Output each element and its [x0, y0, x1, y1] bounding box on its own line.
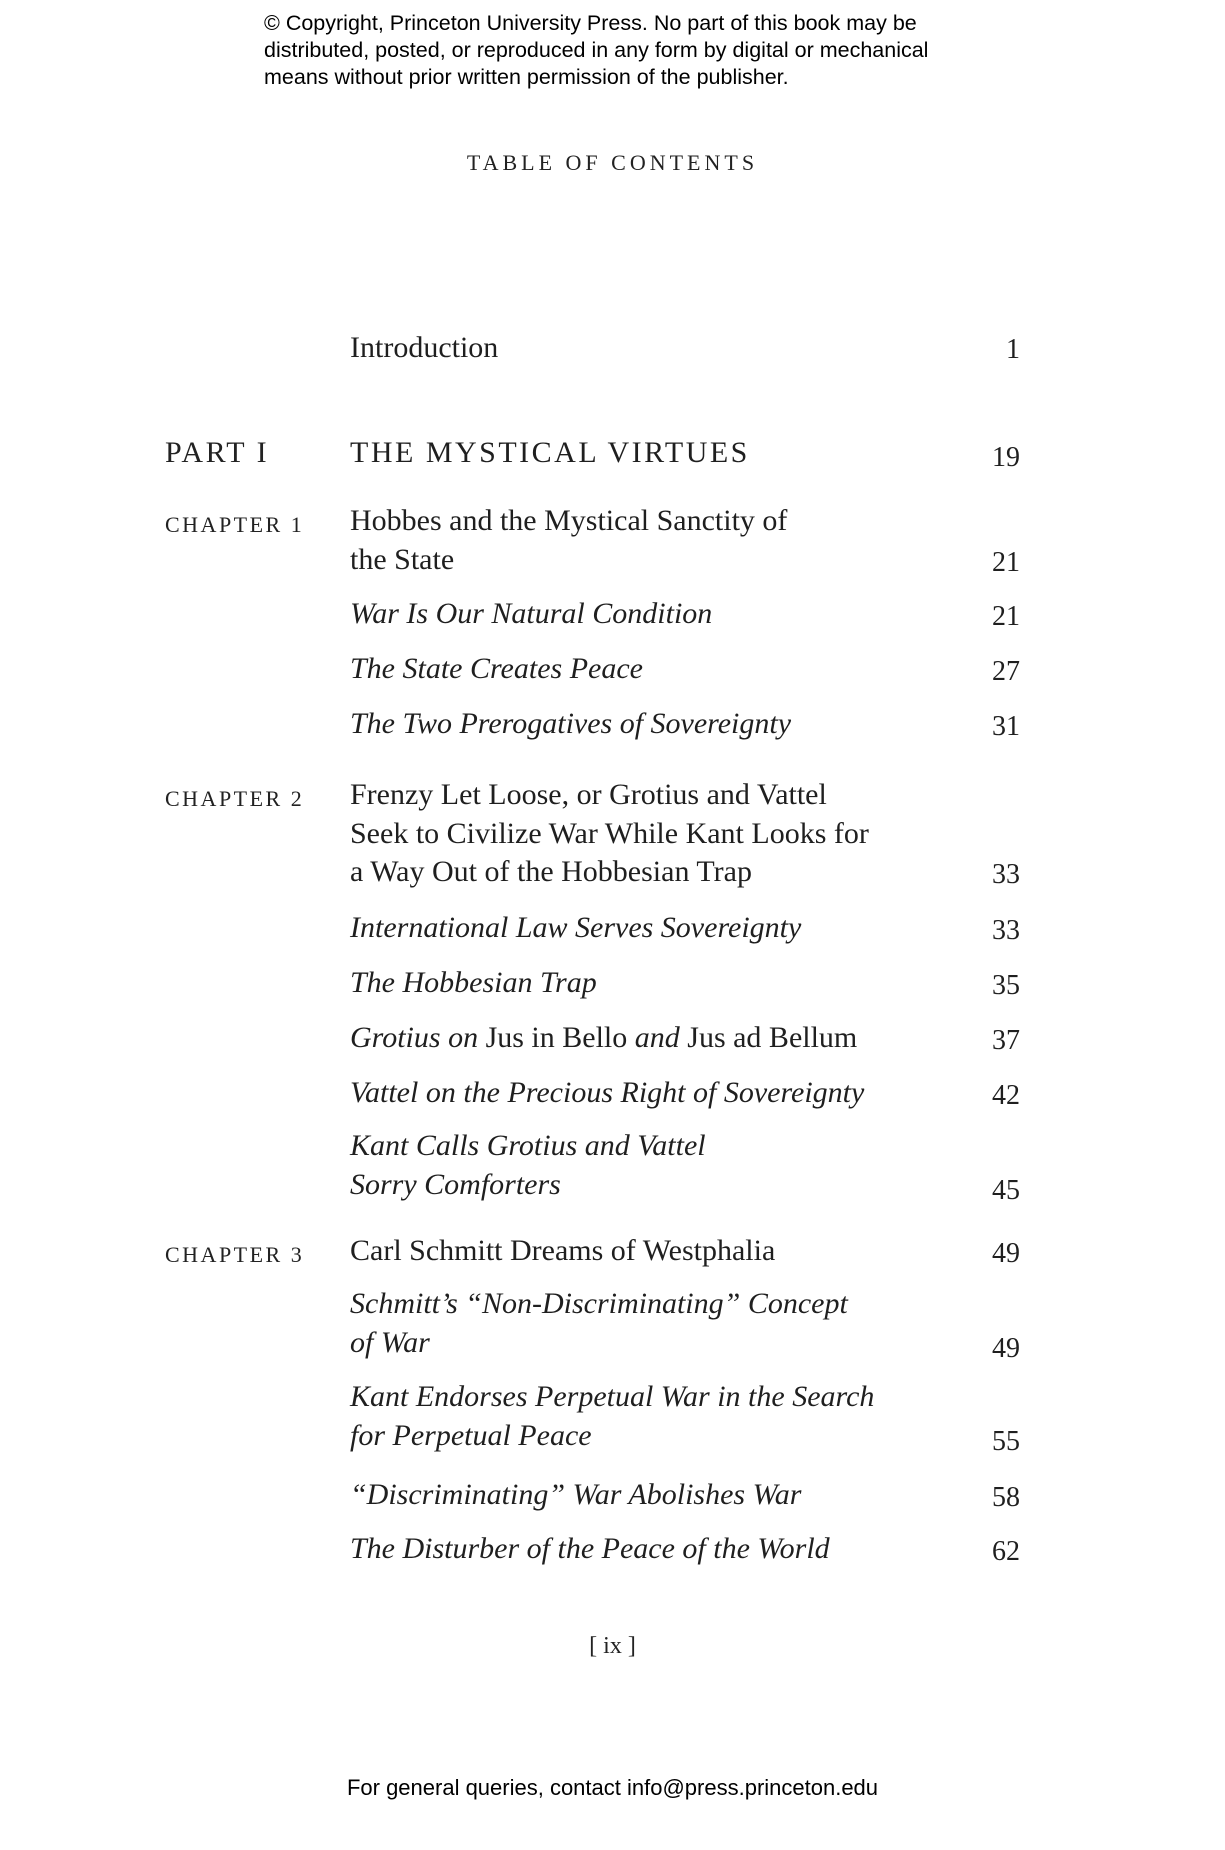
- chapter-3-title: [350, 1232, 775, 1271]
- section-page: 33: [992, 915, 1020, 946]
- copyright-line: means without prior written permission of the publisher.: [264, 65, 789, 89]
- section-title: The Hobbesian Trap: [350, 966, 597, 999]
- section-title: War Is Our Natural Condition: [350, 597, 713, 630]
- section-page: 37: [992, 1025, 1020, 1056]
- section-title: [350, 1285, 848, 1362]
- section-title: [350, 1019, 857, 1058]
- section-title: [350, 1127, 706, 1204]
- part-label: PART I: [165, 436, 270, 469]
- section-title-line: for Perpetual Peace: [350, 1418, 592, 1452]
- chapter-2-page: 33: [992, 859, 1020, 890]
- section-title: The Disturber of the Peace of the World: [350, 1532, 830, 1565]
- section-page: 35: [992, 970, 1020, 1001]
- copyright-line: distributed, posted, or reproduced in any form by digital or mechanical: [264, 38, 929, 62]
- section-title: International Law Serves Sovereignty: [350, 911, 802, 944]
- section-title-part: Grotius on: [350, 1021, 479, 1054]
- part-page: 19: [992, 442, 1020, 473]
- section-page: 62: [992, 1536, 1020, 1567]
- section-title: “Discriminating” War Abolishes War: [350, 1478, 802, 1511]
- section-title-part: Jus in Bello: [485, 1021, 628, 1054]
- section-title-part: and: [634, 1021, 680, 1054]
- section-page: 21: [992, 601, 1020, 632]
- page-number: [ ix ]: [589, 1633, 636, 1659]
- section-page: 58: [992, 1482, 1020, 1513]
- chapter-3-label: CHAPTER 3: [165, 1242, 305, 1267]
- chapter-title-line: Frenzy Let Loose, or Grotius and Vattel: [350, 778, 827, 811]
- section-title-line: Schmitt’s “Non-Discriminating” Concept: [350, 1287, 848, 1320]
- section-title: The Two Prerogatives of Sovereignty: [350, 707, 792, 740]
- chapter-title-line: the State: [350, 542, 455, 576]
- section-page: 49: [992, 1333, 1020, 1364]
- section-title-line: Kant Calls Grotius and Vattel: [350, 1129, 706, 1162]
- chapter-2-title: [350, 776, 869, 892]
- contact-footer: For general queries, contact info@press.princeton.edu: [346, 1775, 879, 1800]
- toc-entry-introduction-page: 1: [1006, 334, 1020, 365]
- toc-heading: TABLE OF CONTENTS: [466, 150, 759, 175]
- chapter-1-label: CHAPTER 1: [165, 512, 305, 537]
- section-title: The State Creates Peace: [350, 652, 643, 685]
- copyright-notice: [264, 10, 984, 91]
- chapter-2-label: CHAPTER 2: [165, 786, 305, 811]
- chapter-3-page: 49: [992, 1238, 1020, 1269]
- section-title-line: of War: [350, 1325, 430, 1359]
- chapter-title-line: a Way Out of the Hobbesian Trap: [350, 855, 752, 888]
- section-page: 42: [992, 1080, 1020, 1111]
- chapter-title-line: Carl Schmitt Dreams of Westphalia: [350, 1234, 776, 1267]
- chapter-title-line: Hobbes and the Mystical Sanctity of: [350, 504, 788, 537]
- section-page: 45: [992, 1175, 1020, 1206]
- part-title: THE MYSTICAL VIRTUES: [350, 436, 750, 469]
- section-title-line: Sorry Comforters: [350, 1167, 561, 1201]
- section-title: Vattel on the Precious Right of Sovereignty: [350, 1076, 865, 1109]
- section-page: 55: [992, 1426, 1020, 1457]
- section-page: 31: [992, 711, 1020, 742]
- section-title-line: Kant Endorses Perpetual War in the Search: [350, 1380, 875, 1413]
- section-page: 27: [992, 656, 1020, 687]
- copyright-line: © Copyright, Princeton University Press. No part of this book may be: [264, 11, 917, 35]
- section-title-part: Jus ad Bellum: [687, 1021, 858, 1054]
- section-title: [350, 1378, 874, 1455]
- chapter-title-line: Seek to Civilize War While Kant Looks for: [350, 816, 869, 850]
- chapter-1-page: 21: [992, 547, 1020, 578]
- chapter-1-title: [350, 502, 787, 579]
- toc-entry-introduction-title: Introduction: [350, 331, 499, 364]
